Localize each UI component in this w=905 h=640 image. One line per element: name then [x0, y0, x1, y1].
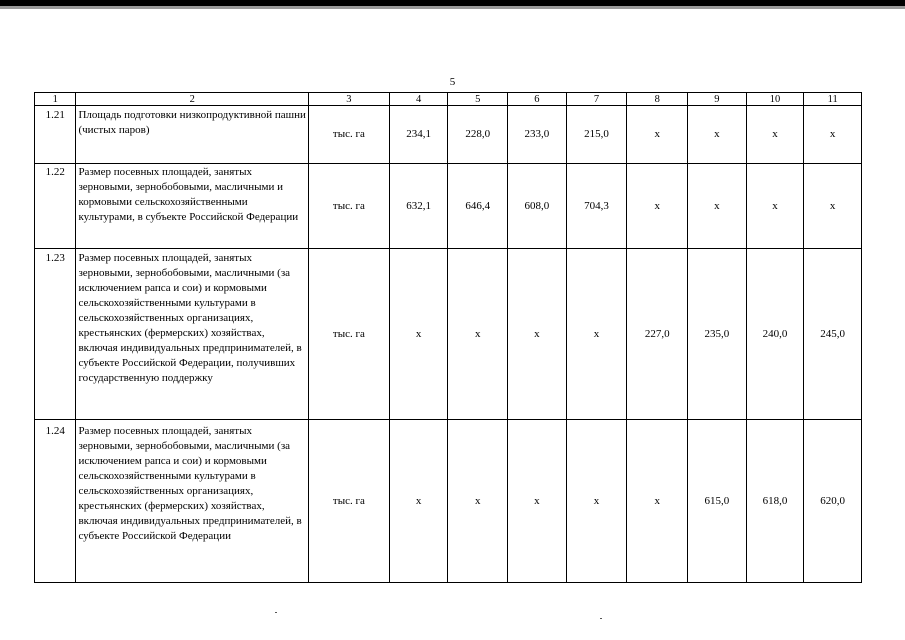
value-cell: x: [566, 249, 627, 420]
row-number: 1.21: [35, 106, 76, 164]
table-row: [35, 164, 862, 249]
header-cell: 6: [508, 93, 567, 106]
value-cell: 240,0: [746, 249, 804, 420]
value-cell: 228,0: [448, 106, 508, 164]
value-cell: x: [746, 164, 804, 249]
value-cell: x: [566, 420, 627, 583]
header-cell: 5: [448, 93, 508, 106]
row-number: 1.23: [35, 249, 76, 420]
value-cell: x: [688, 164, 747, 249]
indicator-name: Размер посевных площадей, занятых зерновыми, зернобобовыми, масличными и кормовыми сельскохозяйственными культурами, в субъекте Российской Федерации: [76, 164, 309, 249]
value-cell: 620,0: [804, 420, 862, 583]
value-cell: x: [688, 106, 747, 164]
value-cell: x: [627, 106, 688, 164]
unit-cell: тыс. га: [308, 420, 389, 583]
value-cell: x: [804, 106, 862, 164]
header-cell: 11: [804, 93, 862, 106]
value-cell: 235,0: [688, 249, 747, 420]
value-cell: x: [746, 106, 804, 164]
value-cell: x: [448, 420, 508, 583]
scan-speck: [275, 612, 277, 613]
unit-cell: тыс. га: [308, 249, 389, 420]
value-cell: x: [627, 164, 688, 249]
header-cell: 3: [308, 93, 389, 106]
header-cell: 9: [688, 93, 747, 106]
indicator-name: Площадь подготовки низкопродуктивной пашни (чистых паров): [76, 106, 309, 164]
value-cell: 646,4: [448, 164, 508, 249]
header-row: [35, 93, 862, 106]
value-cell: x: [389, 420, 448, 583]
header-cell: 8: [627, 93, 688, 106]
value-cell: 608,0: [508, 164, 567, 249]
table-row: [35, 420, 862, 583]
indicator-name: Размер посевных площадей, занятых зерновыми, зернобобовыми, масличными (за исключением рапса и сои) и кормовыми сельскохозяйственными культурами в сельскохозяйственных организациях, крестьянских (фермерских) хозяйствах, включая индивидуальных предпринимателей, в субъекте Российской Федерации, получивших государственную поддержку: [76, 249, 309, 420]
row-number: 1.22: [35, 164, 76, 249]
value-cell: 233,0: [508, 106, 567, 164]
table-row: [35, 249, 862, 420]
value-cell: 632,1: [389, 164, 448, 249]
value-cell: x: [508, 420, 567, 583]
header-cell: 4: [389, 93, 448, 106]
header-cell: 2: [76, 93, 309, 106]
value-cell: 227,0: [627, 249, 688, 420]
value-cell: 615,0: [688, 420, 747, 583]
value-cell: 618,0: [746, 420, 804, 583]
unit-cell: тыс. га: [308, 106, 389, 164]
value-cell: x: [389, 249, 448, 420]
indicator-name: Размер посевных площадей, занятых зерновыми, зернобобовыми, масличными (за исключением рапса и сои) и кормовыми сельскохозяйственными культурами в сельскохозяйственных организациях, крестьянских (фермерских) хозяйствах, включая индивидуальных предпринимателей, в субъекте Российской Федерации: [76, 420, 309, 583]
value-cell: 234,1: [389, 106, 448, 164]
scan-speck: [600, 618, 602, 619]
value-cell: x: [508, 249, 567, 420]
header-cell: 10: [746, 93, 804, 106]
value-cell: x: [804, 164, 862, 249]
header-cell: 7: [566, 93, 627, 106]
table-row: [35, 106, 862, 164]
indicator-table: [34, 92, 862, 583]
value-cell: 245,0: [804, 249, 862, 420]
value-cell: x: [448, 249, 508, 420]
value-cell: x: [627, 420, 688, 583]
value-cell: 215,0: [566, 106, 627, 164]
unit-cell: тыс. га: [308, 164, 389, 249]
scan-top-shadow: [0, 6, 905, 9]
value-cell: 704,3: [566, 164, 627, 249]
header-cell: 1: [35, 93, 76, 106]
row-number: 1.24: [35, 420, 76, 583]
page-number: 5: [449, 76, 456, 88]
